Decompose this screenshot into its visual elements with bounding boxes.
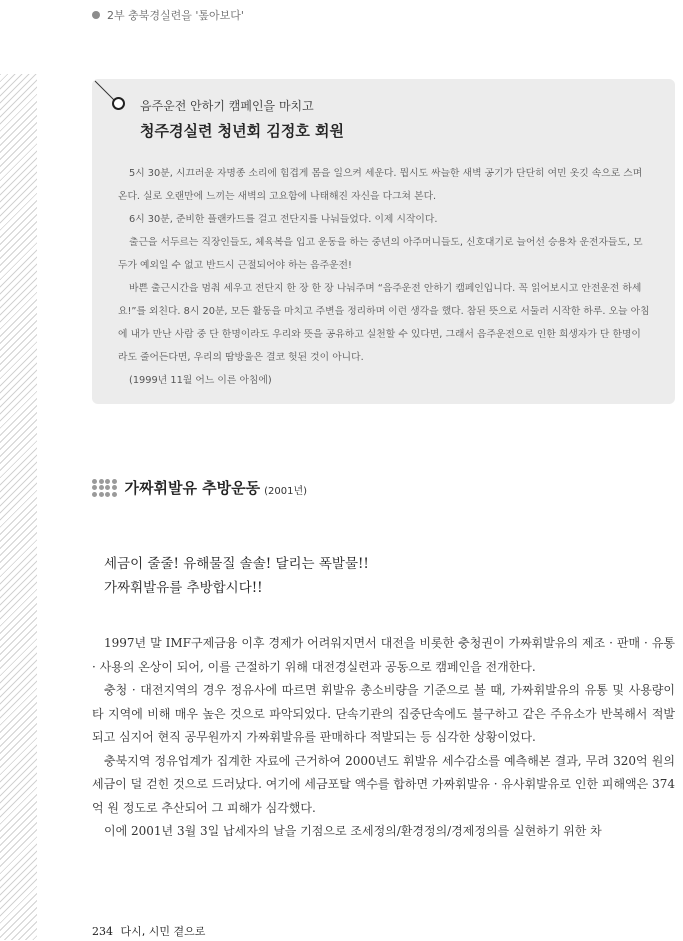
- body-paragraph: 충청 · 대전지역의 경우 정유사에 따르면 휘발유 총소비량을 기준으로 볼 때, 가짜휘발유의 유통 및 사용량이 타 지역에 비해 매우 높은 것으로 파악되었다. 단속기관의 집중단속에도 불구하고 같은 주유소가 반복해서 적발되고 심지어 현직 공무원까지 가짜휘발유를 판매하다 적발되는 등 심각한 상황이었다.: [92, 683, 675, 744]
- quote-subtitle: 음주운전 안하기 캠페인을 마치고: [140, 99, 314, 113]
- page-footer: [92, 923, 205, 939]
- section-title: 가짜휘발유 추방운동: [124, 479, 261, 497]
- quote-paragraph: 출근을 서두르는 직장인들도, 체육복을 입고 운동을 하는 중년의 아주머니들도, 신호대기로 늘어선 승용차 운전자들도, 모두가 예외일 수 없고 반드시 근절되어야 하는 음주운전!: [118, 237, 643, 271]
- quote-paragraph: 바쁜 출근시간을 멈춰 세우고 전단지 한 장 한 장 나눠주며 “음주운전 안하기 캠페인입니다. 꼭 읽어보시고 안전운전 하세요!”를 외친다. 8시 20분, 모든 활동을 마치고 주변을 정리하며 이런 생각을 했다. 참된 뜻으로 서둘러 시작한 하루. 오늘 아침에 내가 만난 사람 중 단 한명이라도 우리와 뜻을 공유하고 실천할 수 있다면, 그래서 음주운전으로 인한 희생자가 단 한명이라도 줄어든다면, 우리의 땀방울은 결코 헛된 것이 아니다.: [118, 283, 650, 363]
- decorative-hatch-strip: [0, 74, 37, 940]
- dot-grid-icon: [92, 479, 117, 497]
- quote-body: [118, 162, 650, 392]
- bullet-dot-icon: [92, 11, 100, 19]
- quote-box: [92, 79, 675, 404]
- section-year: (2001년): [264, 485, 308, 497]
- page-number: 234: [92, 925, 113, 938]
- slogan-line: 세금이 줄줄! 유해물질 솔솔! 달리는 폭발물!!: [104, 556, 369, 572]
- quote-date: (1999년 11월 어느 이른 아침에): [129, 375, 272, 386]
- body-paragraph: 1997년 말 IMF구제금융 이후 경제가 어려워지면서 대전을 비롯한 충청권이 가짜휘발유의 제조 · 판매 · 유통 · 사용의 온상이 되어, 이를 근절하기 위해 대전경실련과 공동으로 캠페인을 전개한다.: [92, 636, 675, 674]
- quote-paragraph: 6시 30분, 준비한 플랜카드를 걸고 전단지를 나눠들었다. 이제 시작이다.: [129, 214, 438, 225]
- quote-title: 청주경실련 청년회 김정호 회원: [140, 122, 345, 140]
- section-heading: [92, 477, 307, 498]
- quote-paragraph: 5시 30분, 시끄러운 자명종 소리에 힘겹게 몸을 일으켜 세운다. 뭡시도 싸늘한 새벽 공기가 단단히 여민 옷깃 속으로 스며온다. 실로 오랜만에 느끼는 새벽의 고요함에 나태해진 자신을 다그쳐 본다.: [118, 168, 643, 202]
- book-title: 다시, 시민 곁으로: [120, 925, 206, 938]
- running-header: [92, 7, 244, 23]
- slogan-line: 가짜휘발유를 추방합시다!!: [104, 580, 263, 596]
- running-header-text: 2부 충북경실련을 '톺아보다': [107, 9, 244, 22]
- body-paragraph: 충북지역 정유업계가 집계한 자료에 근거하여 2000년도 휘발유 세수감소를 예측해본 결과, 무려 320억 원의 세금이 덜 걷힌 것으로 드러났다. 여기에 세금포탈 액수를 합하면 가짜휘발유 · 유사휘발유로 인한 피해액은 374억 원 정도로 추산되어 그 피해가 심각했다.: [92, 753, 675, 815]
- slogan: [104, 552, 369, 600]
- body-paragraph: 이에 2001년 3월 3일 납세자의 날을 기점으로 조세정의/환경정의/경제정의를 실현하기 위한 차: [104, 824, 602, 838]
- main-text: [92, 632, 675, 844]
- ring-marker-icon: [112, 97, 125, 110]
